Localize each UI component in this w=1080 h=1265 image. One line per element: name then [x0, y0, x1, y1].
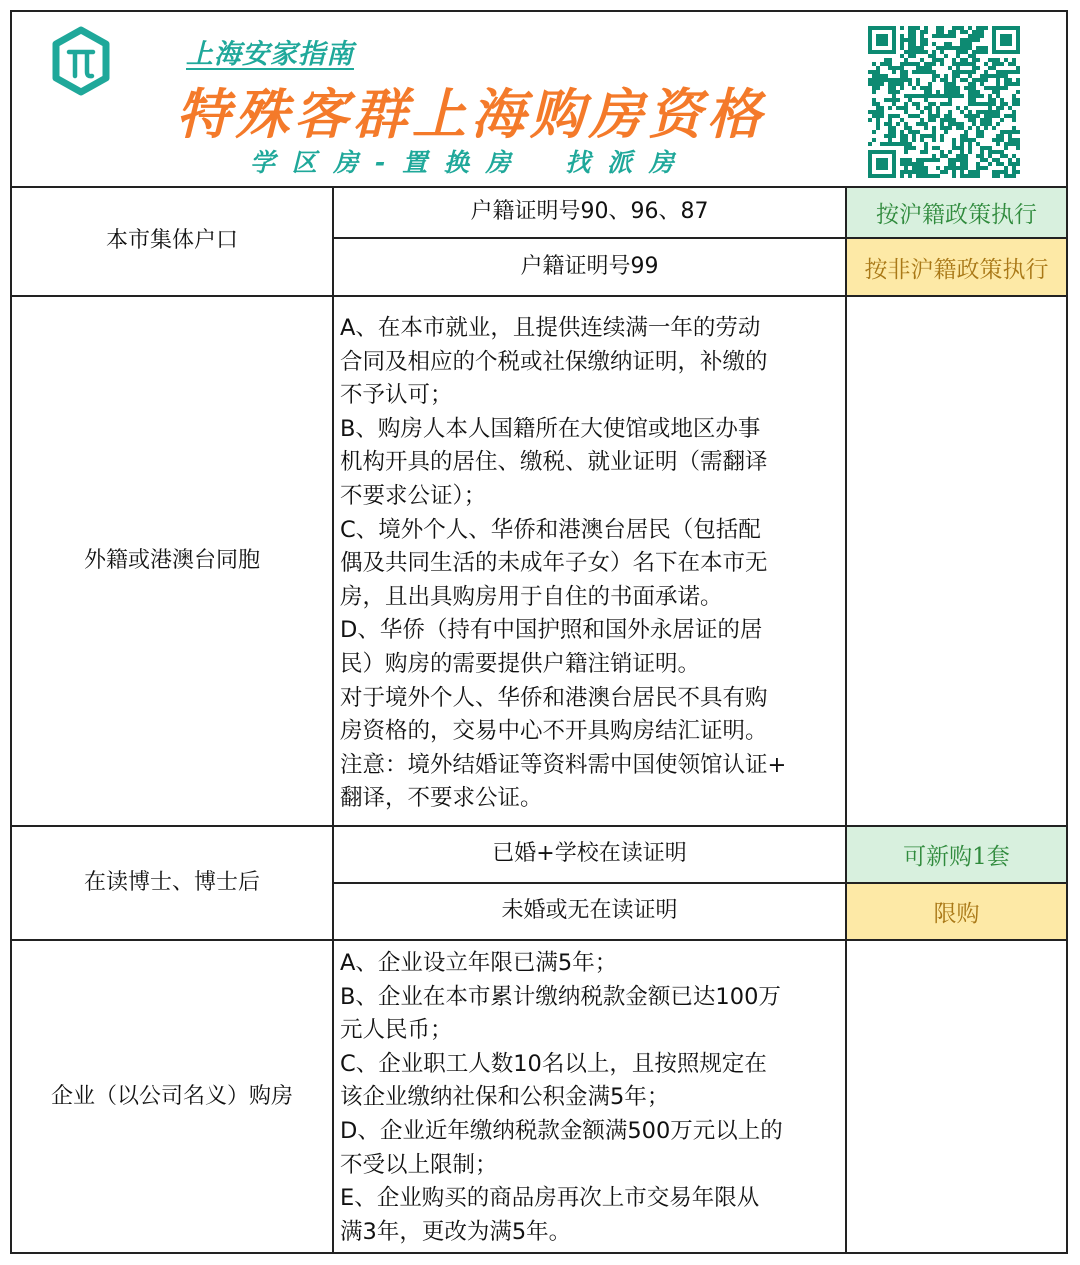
result-badge-restricted: 按非沪籍政策执行 — [847, 239, 1066, 295]
text-line: 对于境外个人、华侨和港澳台居民不具有购 — [340, 684, 768, 711]
text-line: C、企业职工人数10名以上，且按照规定在 — [340, 1050, 767, 1077]
condition-cell: 已婚+学校在读证明 — [492, 841, 687, 867]
text-line: 机构开具的居住、缴税、就业证明（需翻译 — [340, 449, 768, 476]
text-line: 不要求公证）； — [340, 482, 487, 509]
text-line: D、企业近年缴纳税款金额满500万元以上的 — [340, 1117, 783, 1144]
condition-cell: 未婚或无在读证明 — [501, 898, 678, 924]
category-collective-hukou: 本市集体户口 — [105, 228, 238, 254]
text-line: A、在本市就业，且提供连续满一年的劳动 — [340, 315, 761, 341]
foreign-requirements-text — [334, 310, 845, 822]
guide-subtitle: 上海安家指南 — [186, 39, 354, 70]
condition-cell: 户籍证明号99 — [520, 253, 659, 279]
text-line: A、企业设立年限已满5年； — [340, 950, 618, 976]
pi-hexagon-icon — [50, 26, 112, 96]
result-badge-allowed: 可新购1套 — [847, 827, 1066, 882]
text-line: C、境外个人、华侨和港澳台居民（包括配 — [340, 516, 761, 543]
text-line: 注意：境外结婚证等资料需中国使领馆认证+ — [340, 751, 787, 778]
page-title: 特殊客群上海购房资格 — [176, 83, 766, 146]
text-line: 合同及相应的个税或社保缴纳证明，补缴的 — [340, 348, 768, 375]
enterprise-requirements-text — [334, 945, 845, 1251]
text-line: 不受以上限制； — [340, 1151, 498, 1178]
result-badge-restricted: 限购 — [847, 884, 1066, 939]
page-header — [10, 10, 1068, 188]
text-line: 房资格的，交易中心不开具购房结汇证明。 — [340, 718, 768, 745]
text-line: B、企业在本市累计缴纳税款金额已达100万 — [340, 983, 781, 1010]
text-line: 元人民币； — [340, 1017, 453, 1044]
text-line: 房，且出具购房用于自住的书面承诺。 — [340, 583, 723, 610]
category-doctoral: 在读博士、博士后 — [83, 869, 260, 895]
text-line: 满3年，更改为满5年。 — [340, 1218, 572, 1245]
category-enterprise: 企业（以公司名义）购房 — [50, 1083, 293, 1109]
text-line: E、企业购买的商品房再次上市交易年限从 — [340, 1185, 760, 1212]
text-line: 民）购房的需要提供户籍注销证明。 — [340, 650, 701, 677]
result-badge-allowed: 按沪籍政策执行 — [847, 188, 1066, 237]
condition-cell: 户籍证明号90、96、87 — [470, 199, 709, 225]
text-line: 偶及共同生活的未成年子女）名下在本市无 — [340, 550, 768, 577]
tagline: 学 区 房 - 置 换 房 找 派 房 — [250, 148, 678, 177]
text-line: 该企业缴纳社保和公积金满5年； — [340, 1084, 670, 1111]
text-line: 翻译，不要求公证。 — [340, 785, 543, 812]
text-line: B、购房人本人国籍所在大使馆或地区办事 — [340, 415, 761, 442]
text-line: 不予认可； — [340, 382, 453, 409]
text-line: D、华侨（持有中国护照和国外永居证的居 — [340, 617, 763, 644]
category-foreign-hk-macao-taiwan: 外籍或港澳台同胞 — [83, 547, 260, 573]
divider — [845, 186, 847, 1254]
qr-code-icon[interactable] — [868, 26, 1020, 178]
